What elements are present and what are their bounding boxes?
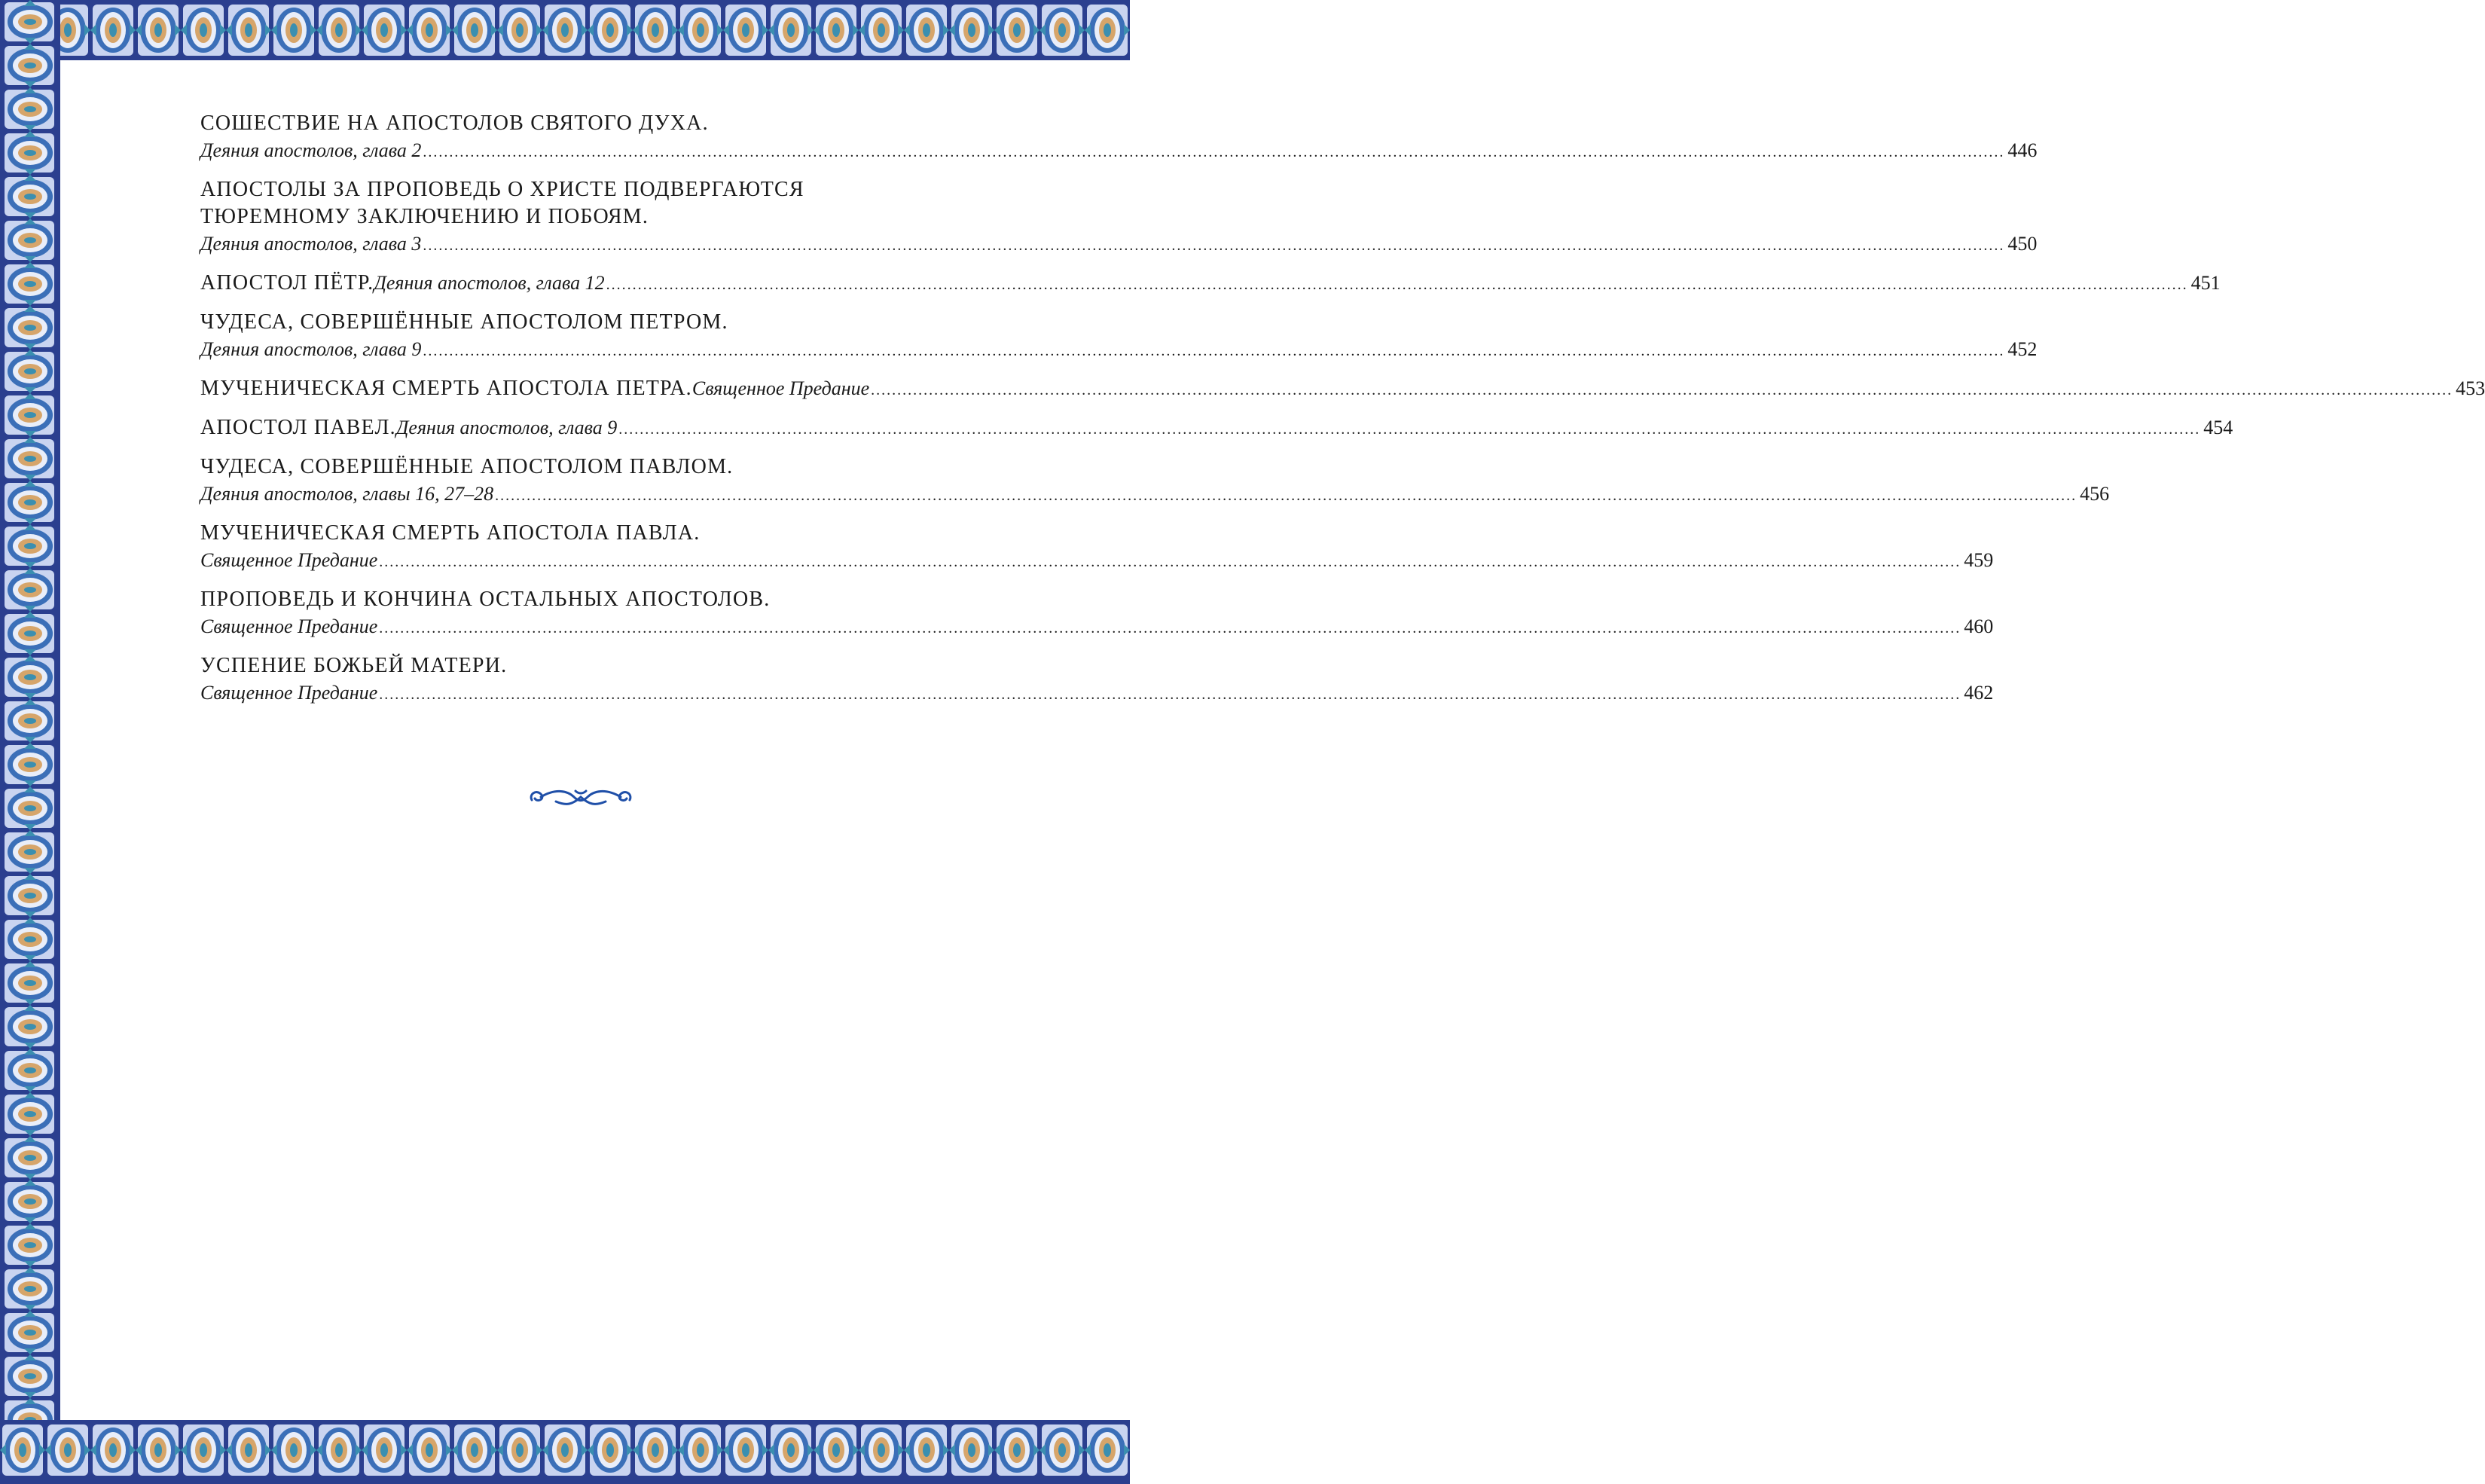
toc-entry-source: Деяния апостолов, глава 3 xyxy=(200,233,422,255)
toc-entry-line xyxy=(200,481,2110,509)
toc-entry-title: ПРОПОВЕДЬ И КОНЧИНА ОСТАЛЬНЫХ АПОСТОЛОВ. xyxy=(200,588,771,611)
toc-entry-page-number: 462 xyxy=(1964,682,1994,704)
toc-entry-line xyxy=(200,270,2221,298)
toc-entry-title: СОШЕСТВИЕ НА АПОСТОЛОВ СВЯТОГО ДУХА. xyxy=(200,111,709,135)
dot-leader: ............................................................................................................................................................................................................................................................................................................ xyxy=(495,487,2077,504)
ornamental-tile-border-icon xyxy=(0,0,1130,60)
toc-entry-page-number: 459 xyxy=(1964,549,1994,571)
toc-entry-title: МУЧЕНИЧЕСКАЯ СМЕРТЬ АПОСТОЛА ПЕТРА. xyxy=(200,377,692,400)
toc-entry-title: ЧУДЕСА, СОВЕРШЁННЫЕ АПОСТОЛОМ ПЕТРОМ. xyxy=(200,310,728,334)
toc-entry-line xyxy=(200,137,2038,166)
toc-entry-page-number: 446 xyxy=(2007,139,2038,161)
toc-entry-page-number: 452 xyxy=(2007,338,2038,360)
dot-leader: ............................................................................................................................................................................................................................................................................................................ xyxy=(379,554,1961,570)
toc-entry[interactable] xyxy=(200,176,2038,259)
toc-entry-line xyxy=(200,336,2038,365)
ornamental-border-left xyxy=(0,0,60,1484)
toc-entry[interactable] xyxy=(200,309,2038,365)
dot-leader: ............................................................................................................................................................................................................................................................................................................ xyxy=(423,144,2005,160)
toc-entry-title: ЧУДЕСА, СОВЕРШЁННЫЕ АПОСТОЛОМ ПАВЛОМ. xyxy=(200,455,734,478)
flourish-ornament xyxy=(526,783,636,811)
toc-entry-line xyxy=(200,613,1994,642)
toc-entry-title: АПОСТОЛЫ ЗА ПРОПОВЕДЬ О ХРИСТЕ ПОДВЕРГАЮТСЯ ТЮРЕМНОМУ ЗАКЛЮЧЕНИЮ И ПОБОЯМ. xyxy=(200,178,804,228)
toc-entry[interactable] xyxy=(200,520,1994,576)
toc-entry-source: Священное Предание xyxy=(200,549,378,571)
toc-entry[interactable] xyxy=(200,270,2221,298)
toc-entry-source: Священное Предание xyxy=(200,682,378,704)
table-of-contents xyxy=(200,110,2485,719)
ornamental-tile-border-icon xyxy=(0,0,60,1484)
toc-entry-page-number: 450 xyxy=(2007,233,2038,255)
toc-entry[interactable] xyxy=(200,414,2233,443)
toc-entry[interactable] xyxy=(200,375,2485,404)
ornamental-border-top xyxy=(0,0,1130,60)
toc-entry[interactable] xyxy=(200,586,1994,642)
toc-entry-title: АПОСТОЛ ПЁТР. xyxy=(200,271,374,295)
ornamental-border-bottom xyxy=(0,1420,1130,1484)
toc-entry[interactable] xyxy=(200,652,1994,708)
toc-entry-page-number: 456 xyxy=(2080,483,2110,505)
toc-entry-source: Священное Предание xyxy=(691,377,870,399)
toc-entry-line xyxy=(200,231,2038,259)
toc-entry-source: Деяния апостолов, глава 12 xyxy=(374,272,605,294)
toc-entry-page-number: 451 xyxy=(2190,272,2221,294)
toc-entry-line xyxy=(200,414,2233,443)
toc-entry-page-number: 453 xyxy=(2456,377,2485,399)
toc-entry-line xyxy=(200,679,1994,708)
toc-entry-source: Деяния апостолов, глава 9 xyxy=(200,338,422,360)
toc-entry[interactable] xyxy=(200,110,2038,166)
toc-entry-source: Священное Предание xyxy=(200,615,378,637)
toc-entry-source: Деяния апостолов, глава 2 xyxy=(200,139,422,161)
toc-entry-line xyxy=(200,547,1994,576)
dot-leader: ............................................................................................................................................................................................................................................................................................................ xyxy=(379,686,1961,703)
toc-entry-line xyxy=(200,375,2485,404)
dot-leader: ............................................................................................................................................................................................................................................................................................................ xyxy=(618,421,2201,438)
toc-entry-page-number: 454 xyxy=(2203,417,2233,438)
dot-leader: ............................................................................................................................................................................................................................................................................................................ xyxy=(423,237,2005,254)
dot-leader: ............................................................................................................................................................................................................................................................................................................ xyxy=(423,343,2005,359)
toc-entry-title: АПОСТОЛ ПАВЕЛ. xyxy=(200,416,396,439)
toc-entry-title: УСПЕНИЕ БОЖЬЕЙ МАТЕРИ. xyxy=(200,654,508,677)
dot-leader: ............................................................................................................................................................................................................................................................................................................ xyxy=(871,382,2453,398)
dot-leader: ............................................................................................................................................................................................................................................................................................................ xyxy=(379,620,1961,637)
toc-entry-page-number: 460 xyxy=(1964,615,1994,637)
toc-entry-source: Деяния апостолов, глава 9 xyxy=(395,417,618,438)
toc-entry-title: МУЧЕНИЧЕСКАЯ СМЕРТЬ АПОСТОЛА ПАВЛА. xyxy=(200,521,701,545)
toc-entry-source: Деяния апостолов, главы 16, 27–28 xyxy=(200,483,494,505)
ornamental-tile-border-icon xyxy=(0,1420,1130,1484)
toc-entry[interactable] xyxy=(200,453,2110,509)
flourish-ornament-icon xyxy=(526,783,636,811)
dot-leader: ............................................................................................................................................................................................................................................................................................................ xyxy=(606,276,2188,293)
